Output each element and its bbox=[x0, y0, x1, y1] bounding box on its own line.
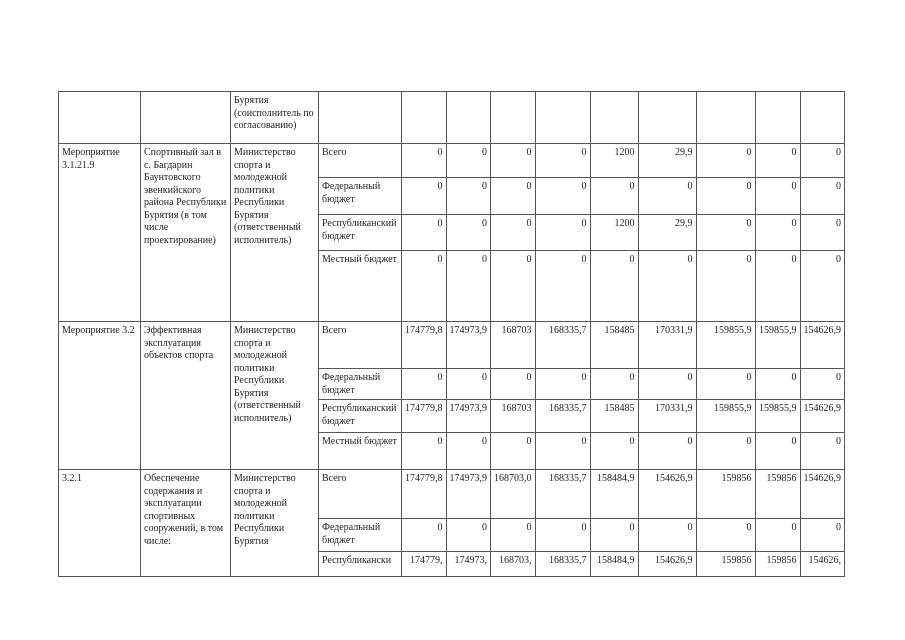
funding-source-cell: Федеральный бюджет bbox=[319, 178, 402, 215]
value-cell: 159856 bbox=[696, 552, 755, 577]
value-cell bbox=[638, 92, 696, 144]
value-cell: 158485 bbox=[590, 400, 638, 433]
value-cell: 168703,0 bbox=[491, 470, 536, 519]
value-cell: 174779, bbox=[402, 552, 447, 577]
funding-source-cell: Местный бюджет bbox=[319, 251, 402, 322]
value-cell: 0 bbox=[491, 251, 536, 322]
value-cell: 0 bbox=[446, 369, 491, 400]
value-cell: 0 bbox=[446, 144, 491, 178]
value-cell bbox=[402, 92, 447, 144]
value-cell: 0 bbox=[800, 215, 845, 251]
value-cell: 159856 bbox=[755, 470, 800, 519]
value-cell: 0 bbox=[696, 369, 755, 400]
value-cell: 159855,9 bbox=[755, 400, 800, 433]
measure-name-cell: Обеспечение содержания и эксплуатации спортивных сооружений, в том числе: bbox=[141, 470, 231, 577]
value-cell: 0 bbox=[755, 215, 800, 251]
value-cell: 0 bbox=[535, 519, 590, 552]
value-cell: 0 bbox=[638, 178, 696, 215]
value-cell: 0 bbox=[402, 144, 447, 178]
value-cell bbox=[755, 92, 800, 144]
value-cell: 0 bbox=[638, 433, 696, 470]
value-cell bbox=[800, 92, 845, 144]
value-cell: 0 bbox=[535, 369, 590, 400]
value-cell: 0 bbox=[696, 215, 755, 251]
value-cell: 159856 bbox=[696, 470, 755, 519]
value-cell: 0 bbox=[755, 433, 800, 470]
value-cell: 1200 bbox=[590, 215, 638, 251]
value-cell: 174779,8 bbox=[402, 400, 447, 433]
table-row bbox=[59, 92, 845, 144]
value-cell: 0 bbox=[638, 369, 696, 400]
value-cell: 0 bbox=[755, 178, 800, 215]
value-cell: 0 bbox=[446, 215, 491, 251]
value-cell bbox=[491, 92, 536, 144]
value-cell: 0 bbox=[535, 215, 590, 251]
value-cell: 168703, bbox=[491, 552, 536, 577]
value-cell: 154626,9 bbox=[800, 400, 845, 433]
funding-source-cell: Местный бюджет bbox=[319, 433, 402, 470]
executor-cell: Министерство спорта и молодежной политики Республики Бурятия (ответственный исполнитель) bbox=[231, 144, 319, 322]
value-cell: 158484,9 bbox=[590, 552, 638, 577]
value-cell: 0 bbox=[535, 433, 590, 470]
value-cell: 159855,9 bbox=[696, 322, 755, 369]
value-cell: 0 bbox=[800, 144, 845, 178]
value-cell: 0 bbox=[446, 519, 491, 552]
value-cell: 0 bbox=[696, 144, 755, 178]
value-cell: 174973,9 bbox=[446, 470, 491, 519]
table-row bbox=[59, 144, 845, 178]
value-cell: 0 bbox=[402, 251, 447, 322]
value-cell: 0 bbox=[402, 178, 447, 215]
value-cell: 29,9 bbox=[638, 144, 696, 178]
value-cell: 0 bbox=[590, 369, 638, 400]
value-cell: 174973, bbox=[446, 552, 491, 577]
funding-source-cell: Всего bbox=[319, 144, 402, 178]
value-cell: 174779,8 bbox=[402, 470, 447, 519]
table-row bbox=[59, 322, 845, 369]
value-cell: 0 bbox=[491, 433, 536, 470]
budget-table bbox=[58, 91, 845, 577]
value-cell: 154626,9 bbox=[800, 322, 845, 369]
value-cell: 0 bbox=[535, 144, 590, 178]
funding-source-cell: Федеральный бюджет bbox=[319, 519, 402, 552]
value-cell: 0 bbox=[638, 519, 696, 552]
funding-source-cell: Республиканский бюджет bbox=[319, 215, 402, 251]
value-cell: 158485 bbox=[590, 322, 638, 369]
value-cell: 174973,9 bbox=[446, 322, 491, 369]
value-cell: 0 bbox=[800, 251, 845, 322]
executor-cell: Министерство спорта и молодежной политики Республики Бурятия (ответственный исполнитель) bbox=[231, 322, 319, 470]
value-cell: 168703 bbox=[491, 322, 536, 369]
value-cell: 158484,9 bbox=[590, 470, 638, 519]
funding-source-cell: Республиканский бюджет bbox=[319, 400, 402, 433]
value-cell: 0 bbox=[696, 433, 755, 470]
value-cell bbox=[590, 92, 638, 144]
value-cell: 0 bbox=[638, 251, 696, 322]
value-cell: 0 bbox=[800, 178, 845, 215]
measure-name-cell bbox=[141, 92, 231, 144]
value-cell: 168335,7 bbox=[535, 552, 590, 577]
funding-source-cell: Республикански bbox=[319, 552, 402, 577]
value-cell: 0 bbox=[491, 178, 536, 215]
value-cell: 168335,7 bbox=[535, 470, 590, 519]
value-cell: 0 bbox=[446, 251, 491, 322]
measure-name-cell: Спортивный зал в с. Багдарин Баунтовского эвенкийского района Республики Бурятия (в том числе проектирование) bbox=[141, 144, 231, 322]
value-cell: 0 bbox=[491, 369, 536, 400]
value-cell: 154626,9 bbox=[638, 552, 696, 577]
value-cell bbox=[535, 92, 590, 144]
value-cell: 0 bbox=[590, 251, 638, 322]
value-cell: 0 bbox=[590, 519, 638, 552]
value-cell: 0 bbox=[800, 369, 845, 400]
value-cell: 159856 bbox=[755, 552, 800, 577]
funding-source-cell: Всего bbox=[319, 470, 402, 519]
value-cell: 0 bbox=[590, 178, 638, 215]
value-cell: 0 bbox=[446, 433, 491, 470]
measure-name-cell: Эффективная эксплуатация объектов спорта bbox=[141, 322, 231, 470]
funding-source-cell: Всего bbox=[319, 322, 402, 369]
value-cell: 0 bbox=[491, 144, 536, 178]
value-cell: 159855,9 bbox=[696, 400, 755, 433]
value-cell: 0 bbox=[755, 369, 800, 400]
value-cell: 0 bbox=[491, 215, 536, 251]
funding-source-cell: Федеральный бюджет bbox=[319, 369, 402, 400]
measure-code-cell: Мероприятие 3.2 bbox=[59, 322, 141, 470]
value-cell: 0 bbox=[800, 433, 845, 470]
value-cell: 168703 bbox=[491, 400, 536, 433]
value-cell: 0 bbox=[696, 178, 755, 215]
value-cell bbox=[696, 92, 755, 144]
value-cell: 1200 bbox=[590, 144, 638, 178]
value-cell: 0 bbox=[446, 178, 491, 215]
measure-code-cell: 3.2.1 bbox=[59, 470, 141, 577]
measure-code-cell bbox=[59, 92, 141, 144]
value-cell: 0 bbox=[800, 519, 845, 552]
value-cell: 0 bbox=[535, 178, 590, 215]
value-cell: 168335,7 bbox=[535, 400, 590, 433]
value-cell: 154626,9 bbox=[638, 470, 696, 519]
value-cell: 0 bbox=[402, 433, 447, 470]
value-cell: 0 bbox=[696, 251, 755, 322]
value-cell: 0 bbox=[491, 519, 536, 552]
value-cell: 0 bbox=[755, 519, 800, 552]
value-cell: 0 bbox=[696, 519, 755, 552]
value-cell: 0 bbox=[590, 433, 638, 470]
value-cell: 0 bbox=[402, 369, 447, 400]
table-row bbox=[59, 470, 845, 519]
value-cell: 0 bbox=[755, 144, 800, 178]
value-cell bbox=[446, 92, 491, 144]
executor-cell: Министерство спорта и молодежной политики Республики Бурятия bbox=[231, 470, 319, 577]
value-cell: 154626,9 bbox=[800, 470, 845, 519]
value-cell: 29,9 bbox=[638, 215, 696, 251]
value-cell: 170331,9 bbox=[638, 322, 696, 369]
value-cell: 159855,9 bbox=[755, 322, 800, 369]
funding-source-cell bbox=[319, 92, 402, 144]
value-cell: 168335,7 bbox=[535, 322, 590, 369]
value-cell: 170331,9 bbox=[638, 400, 696, 433]
value-cell: 0 bbox=[402, 215, 447, 251]
value-cell: 0 bbox=[755, 251, 800, 322]
measure-code-cell: Мероприятие 3.1.21.9 bbox=[59, 144, 141, 322]
value-cell: 154626, bbox=[800, 552, 845, 577]
value-cell: 174779,8 bbox=[402, 322, 447, 369]
value-cell: 0 bbox=[402, 519, 447, 552]
value-cell: 0 bbox=[535, 251, 590, 322]
executor-cell: Бурятия (соисполнитель по согласованию) bbox=[231, 92, 319, 144]
value-cell: 174973,9 bbox=[446, 400, 491, 433]
